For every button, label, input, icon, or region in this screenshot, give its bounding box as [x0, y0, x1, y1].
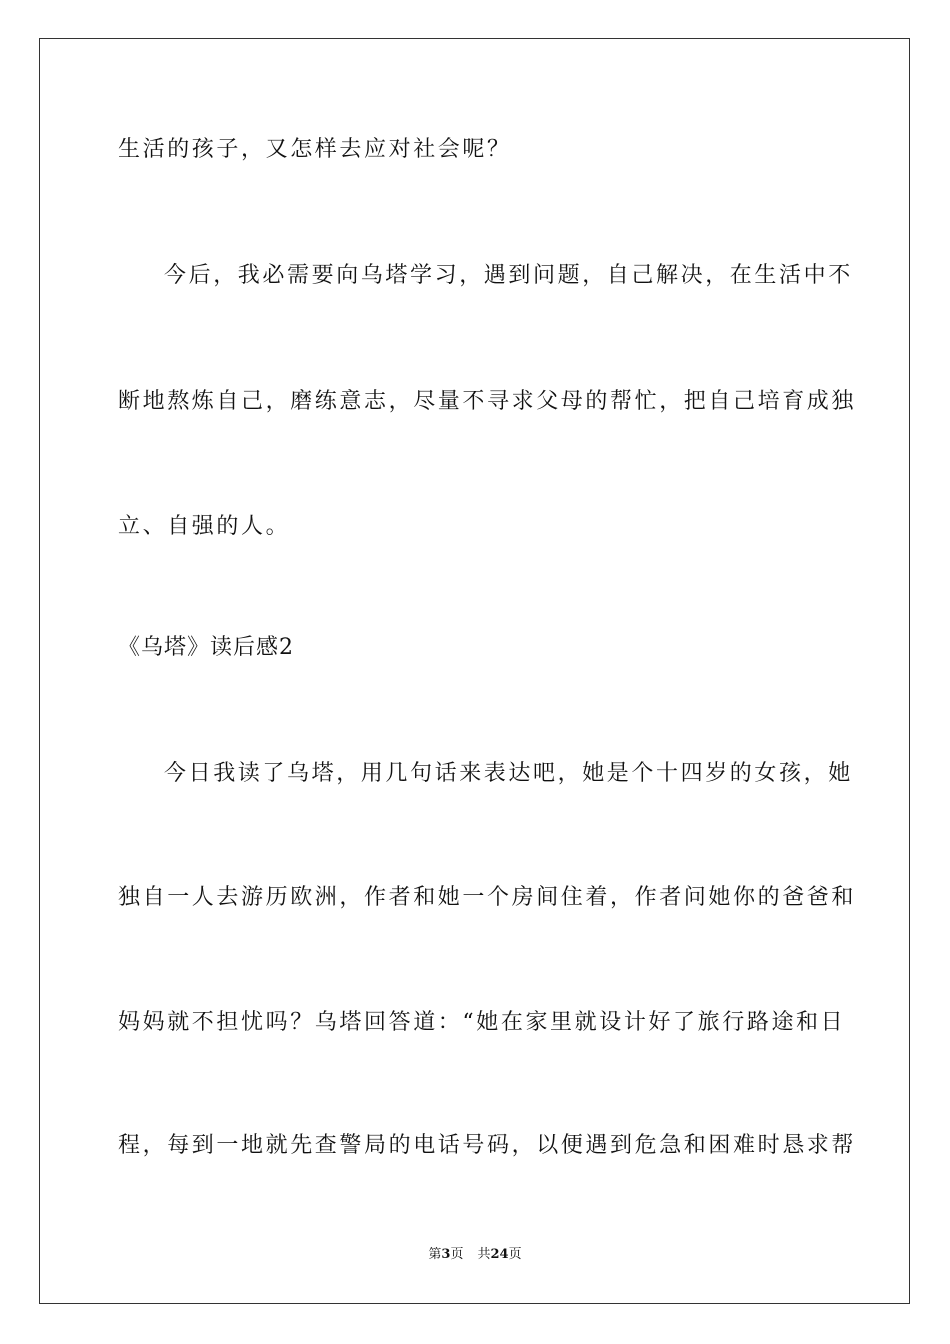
text-line-3: 断地熬炼自己，磨练意志，尽量不寻求父母的帮忙，把自己培育成独 — [118, 389, 857, 414]
text-line-8: 妈妈就不担忧吗？乌塔回答道：“她在家里就设计好了旅行路途和日 — [118, 1010, 846, 1035]
text-line-6: 今日我读了乌塔，用几句话来表达吧，她是个十四岁的女孩，她 — [164, 761, 853, 786]
page-unit: 页 — [450, 1247, 464, 1262]
text-line-2: 今后，我必需要向乌塔学习，遇到问题，自己解决，在生活中不 — [164, 263, 853, 288]
text-line-4: 立、自强的人。 — [118, 514, 291, 539]
text-line-7: 独自一人去游历欧洲，作者和她一个房间住着，作者问她你的爸爸和 — [118, 885, 857, 910]
page-footer — [0, 1246, 950, 1264]
total-page-number: 24 — [490, 1247, 509, 1262]
page-border — [39, 38, 910, 1304]
section-heading: 《乌塔》读后感2 — [118, 635, 294, 660]
total-unit: 页 — [508, 1247, 522, 1262]
current-page-number: 3 — [441, 1247, 451, 1262]
text-line-9: 程，每到一地就先查警局的电话号码，以便遇到危急和困难时恳求帮 — [118, 1133, 857, 1158]
total-prefix: 共 — [477, 1247, 491, 1262]
page-prefix: 第 — [428, 1247, 442, 1262]
text-line-1: 生活的孩子，又怎样去应对社会呢？ — [118, 137, 512, 162]
